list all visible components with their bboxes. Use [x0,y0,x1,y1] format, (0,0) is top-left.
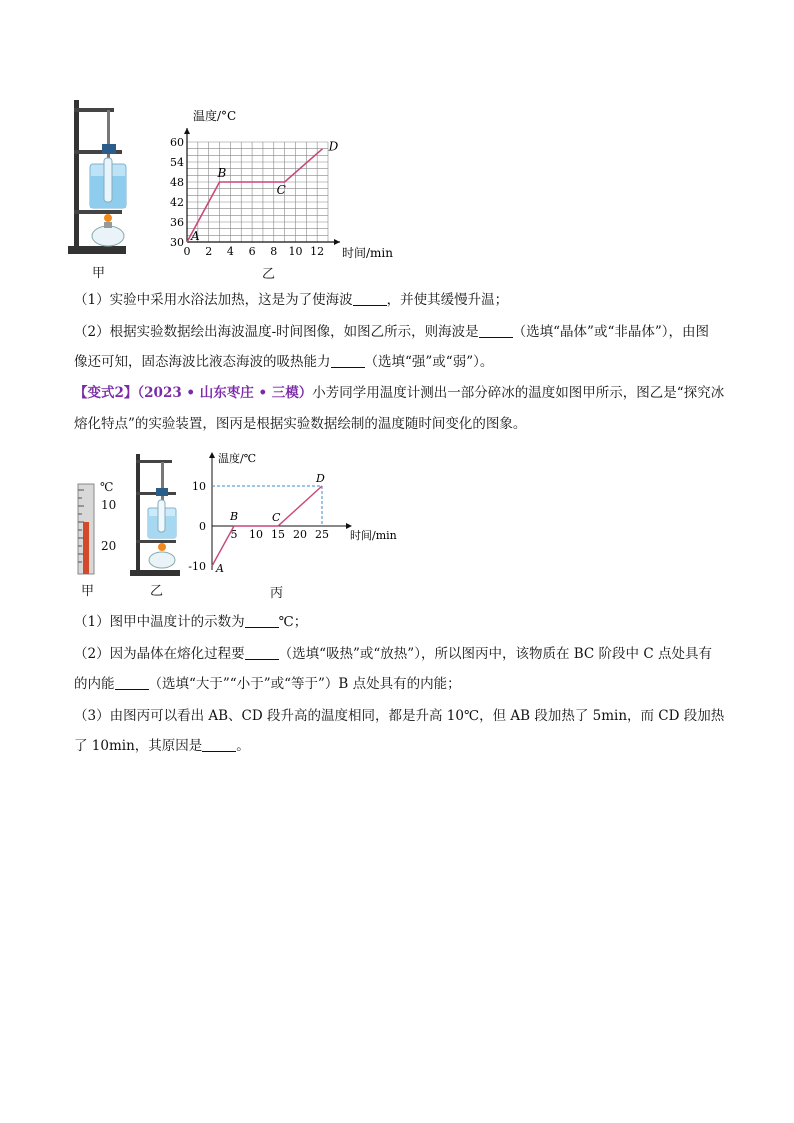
y-axis-arrow [184,128,190,134]
q2-line5 [74,736,250,756]
q2-line2-mid: （选填“吸热”或“放热”），所以图丙中，该物质在 BC 阶段中 C 点处具有 [278,646,712,662]
x-tick-label: 4 [226,245,234,258]
variant-tag: 【变式2】 [74,385,138,401]
x-axis-arrow [334,239,340,245]
x-tick-label: 25 [315,528,329,541]
x-tick-label: 10 [288,245,303,258]
q2-line1 [74,612,307,632]
q2-line5-end: 。 [236,738,250,754]
q2-line3-end: （选填“大于”“小于”或“等于”）B 点处具有的内能； [148,676,461,692]
y-tick-label: 60 [170,136,184,149]
q1-line2-end: （选填“晶体”或“非晶体”），由图 [512,324,710,340]
y-tick-label: 48 [170,176,184,189]
q2-line2-text: （2）因为晶体在熔化过程要 [74,646,245,662]
thermometer [72,480,122,578]
chart-bing [186,448,397,578]
y-tick-label: 42 [170,196,184,209]
y-tick-label: 54 [170,156,184,169]
x-tick-label: 5 [230,528,238,541]
variant-text2: 熔化特点”的实验装置，图丙是根据实验数据绘制的温度随时间变化的图象。 [74,416,527,432]
answer-blank[interactable] [353,291,387,306]
caption-jia-2: 甲 [81,584,95,599]
q2-line1-text: （1）图甲中温度计的示数为 [74,614,245,630]
chart-yi-1 [165,110,405,262]
thermo-unit: ℃ [100,480,114,494]
x-tick-label: 2 [205,245,213,258]
q1-line3 [74,352,493,372]
answer-blank[interactable] [202,737,236,752]
y-tick-label: 0 [199,520,206,533]
q1-line3-text: 像还可知，固态海波比液态海波的吸热能力 [74,354,331,370]
apparatus-yi-2 [128,452,184,578]
point-label: B [217,166,227,180]
point-label: A [191,229,200,243]
caption-yi-1: 乙 [262,267,276,282]
x-tick-label: 8 [270,245,278,258]
q1-line1-text: （1）实验中采用水浴法加热，这是为了使海波 [74,292,353,308]
thermo-bottom-label: 20 [101,539,117,553]
x-tick-label: 20 [293,528,307,541]
y-axis-label: 温度/°C [193,109,237,123]
point-label: D [316,472,325,485]
answer-blank[interactable] [245,645,279,660]
variant-text1: 小芳同学用温度计测出一部分碎冰的温度如图甲所示，图乙是“探究冰 [312,385,725,401]
point-label: C [272,511,281,524]
thermo-top-label: 10 [101,498,117,512]
caption-yi-2: 乙 [150,584,164,599]
x-tick-label: 0 [183,245,191,258]
variant-line1 [74,383,724,403]
y-axis-arrow [209,452,215,458]
x-axis-label: 时间/min [342,246,393,260]
q1-line2-text: （2）根据实验数据绘出海波温度-时间图像，如图乙所示，则海波是 [74,324,479,340]
variant-line2 [74,414,526,434]
q1-line3-end: （选填“强”或“弱”）。 [364,354,494,370]
y-tick-label: 10 [192,480,206,493]
point-label: A [216,562,224,575]
variant-source: （2023 • 山东枣庄 • 三模） [137,385,313,401]
x-tick-label: 15 [271,528,285,541]
q1-line2 [74,322,709,342]
point-label: D [328,139,339,154]
q2-line4-text: （3）由图丙可以看出 AB、CD 段升高的温度相同，都是升高 10℃，但 AB 段加热了 5min，而 CD 段加热 [74,708,725,724]
y-axis-label: 温度/℃ [218,452,257,465]
q2-line1-end: ℃； [278,614,308,630]
q2-line3-text: 的内能 [74,676,115,692]
answer-blank[interactable] [115,675,149,690]
point-label: C [276,183,286,197]
y-tick-label: 36 [170,216,184,229]
q2-line5-text: 了 10min，其原因是 [74,738,203,754]
q2-line2 [74,644,712,664]
answer-blank[interactable] [331,353,365,368]
answer-blank[interactable] [245,613,279,628]
answer-blank[interactable] [479,323,513,338]
y-tick-label: -10 [188,560,206,573]
x-tick-label: 12 [310,245,325,258]
x-tick-label: 6 [248,245,256,258]
caption-bing: 丙 [270,586,284,601]
x-tick-label: 10 [249,528,263,541]
q1-line1 [74,290,508,310]
x-axis-label: 时间/min [350,529,397,542]
q2-line4 [74,706,724,726]
q2-line3 [74,674,461,694]
apparatus-jia-1 [66,98,132,258]
point-label: B [230,510,239,523]
y-tick-label: 30 [170,236,184,249]
caption-jia-1: 甲 [92,266,106,281]
q1-line1-end: ，并使其缓慢升温； [386,292,509,308]
